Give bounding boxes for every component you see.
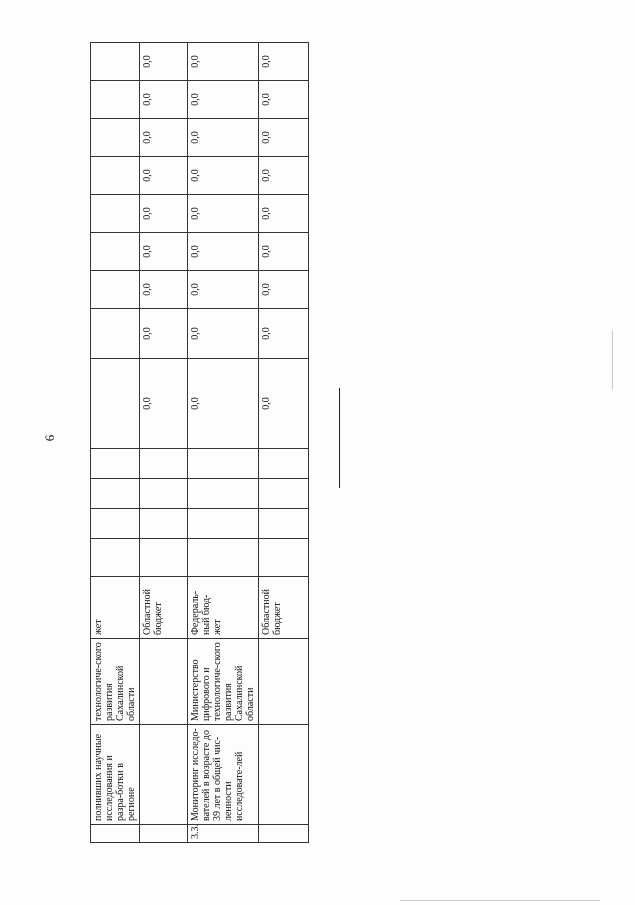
cell-name (140, 725, 188, 825)
cell-value (91, 539, 140, 577)
cell-value: 0,0 (140, 43, 188, 81)
cell-value: 0,0 (140, 309, 188, 359)
cell-executor: технологиче-ского развития Сахалинской области (91, 639, 140, 725)
cell-source: Областной бюджет (259, 577, 309, 639)
cell-value: 0,0 (140, 195, 188, 233)
table-row (91, 43, 140, 843)
cell-value (91, 449, 140, 479)
cell-value: 0,0 (188, 195, 259, 233)
cell-source: Федераль-ный бюд-жет (188, 577, 259, 639)
scan-edge-mark (400, 900, 600, 901)
cell-value (91, 309, 140, 359)
cell-no (140, 825, 188, 843)
cell-value (91, 509, 140, 539)
cell-value: 0,0 (259, 119, 309, 157)
cell-value: 0,0 (259, 233, 309, 271)
cell-value: 0,0 (140, 271, 188, 309)
cell-value: 0,0 (188, 119, 259, 157)
cell-value (259, 539, 309, 577)
cell-value: 0,0 (188, 43, 259, 81)
table-row (188, 43, 259, 843)
cell-value (91, 271, 140, 309)
cell-value (140, 449, 188, 479)
cell-executor: Министерство цифрового и технологиче-ского развития Сахалинской области (188, 639, 259, 725)
page-number: 6 (42, 434, 57, 442)
cell-no (91, 825, 140, 843)
cell-value: 0,0 (188, 233, 259, 271)
cell-value: 0,0 (140, 233, 188, 271)
signature-rule (339, 388, 340, 488)
table-row (140, 43, 188, 843)
cell-value: 0,0 (259, 195, 309, 233)
cell-name: Мониторинг исследо-вателей в возрасте до 39 лет в общей чис-ленности исследовате-лей (188, 725, 259, 825)
cell-value (91, 81, 140, 119)
cell-value: 0,0 (259, 359, 309, 449)
cell-executor (140, 639, 188, 725)
cell-no: 3.3. (188, 825, 259, 843)
cell-value: 0,0 (188, 309, 259, 359)
cell-value: 0,0 (140, 119, 188, 157)
cell-no (259, 825, 309, 843)
cell-value: 0,0 (188, 81, 259, 119)
cell-value: 0,0 (188, 271, 259, 309)
cell-value (188, 509, 259, 539)
cell-value (91, 195, 140, 233)
cell-name (259, 725, 309, 825)
cell-value (91, 157, 140, 195)
cell-value: 0,0 (259, 157, 309, 195)
cell-value: 0,0 (140, 157, 188, 195)
cell-value (91, 43, 140, 81)
cell-value: 0,0 (140, 81, 188, 119)
cell-value (91, 233, 140, 271)
cell-name: полнивших научные исследования и разра-ботки в регионе (91, 725, 140, 825)
cell-value (188, 449, 259, 479)
cell-value (188, 539, 259, 577)
cell-value (91, 359, 140, 449)
cell-value (140, 539, 188, 577)
rotated-table-frame (90, 53, 290, 843)
cell-executor (259, 639, 309, 725)
cell-value (140, 479, 188, 509)
cell-value: 0,0 (259, 81, 309, 119)
cell-value (140, 509, 188, 539)
cell-value (188, 479, 259, 509)
cell-value: 0,0 (259, 43, 309, 81)
cell-value (259, 509, 309, 539)
cell-value (259, 479, 309, 509)
cell-value (91, 119, 140, 157)
cell-value: 0,0 (140, 359, 188, 449)
cell-source: жет (91, 577, 140, 639)
cell-value: 0,0 (188, 157, 259, 195)
scan-edge-mark (612, 330, 613, 390)
cell-value (91, 479, 140, 509)
cell-value: 0,0 (259, 309, 309, 359)
cell-value: 0,0 (188, 359, 259, 449)
cell-value (259, 449, 309, 479)
cell-value: 0,0 (259, 271, 309, 309)
table-row (259, 43, 309, 843)
cell-source: Областной бюджет (140, 577, 188, 639)
budget-table (90, 42, 309, 843)
